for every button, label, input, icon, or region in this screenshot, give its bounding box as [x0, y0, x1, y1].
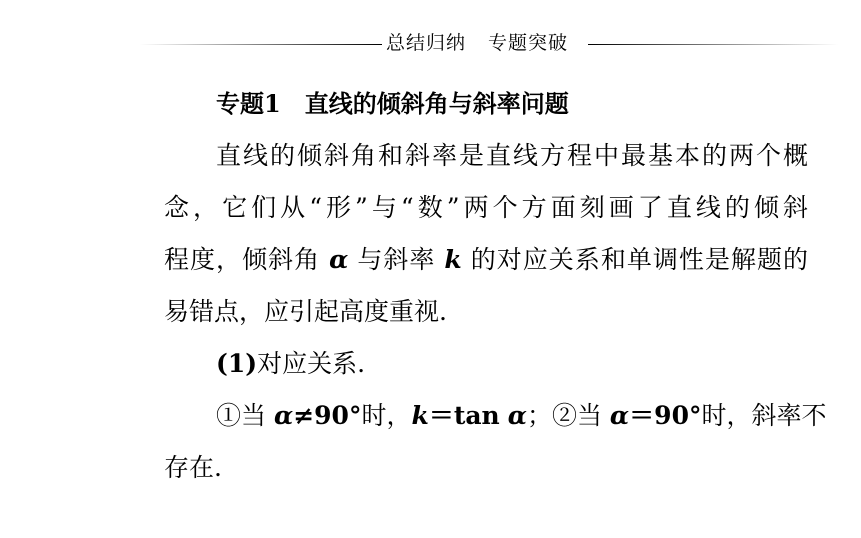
item-circ1: ①当 [216, 401, 267, 430]
paragraph-line-1: 直线的倾斜角和斜率是直线方程中最基本的两个概 [216, 141, 808, 170]
page-header [0, 24, 861, 64]
header-right-text: 专题突破 [488, 32, 569, 54]
item-shi2: 时，斜率不 [701, 401, 827, 430]
topic-title: 直线的倾斜角与斜率问题 [304, 90, 569, 118]
condition-2: ＝90° [629, 401, 702, 430]
section-text: 对应关系. [257, 349, 366, 378]
item-sep: ；②当 [526, 401, 602, 430]
topic-number: 1 [264, 89, 281, 118]
header-left-text: 总结归纳 [386, 32, 467, 54]
paragraph-line-2: 念，它们从“形”与“数”两个方面刻画了直线的倾斜 [164, 193, 808, 222]
section-number: (1) [216, 349, 258, 378]
item-line-1 [164, 390, 827, 442]
document-body [164, 78, 827, 494]
paragraph-line-3-a: 程度，倾斜角 [164, 245, 321, 274]
alpha-symbol-4: α [609, 401, 630, 430]
k-symbol-2: k [411, 401, 429, 430]
header-title [386, 28, 568, 55]
paragraph-line-4: 易错点，应引起高度重视. [164, 297, 447, 326]
section-heading-1 [164, 338, 808, 390]
paragraph-line-3 [164, 234, 808, 286]
item-line-2: 存在. [164, 453, 222, 482]
header-divider-left [140, 44, 382, 45]
equation-tan: ＝tan [428, 401, 500, 430]
alpha-symbol: α [329, 245, 349, 274]
topic-label: 专题 [216, 90, 264, 118]
paragraph-line-3-c: 的对应关系和单调性是解题的 [470, 245, 809, 274]
item-shi1: 时， [361, 401, 412, 430]
topic-heading [164, 78, 808, 130]
alpha-symbol-2: α [273, 401, 294, 430]
condition-1: ≠90° [293, 401, 362, 430]
header-divider-right [588, 44, 838, 45]
k-symbol: k [444, 245, 462, 274]
alpha-symbol-3: α [507, 401, 527, 430]
paragraph-line-3-b: 与斜率 [357, 245, 436, 274]
